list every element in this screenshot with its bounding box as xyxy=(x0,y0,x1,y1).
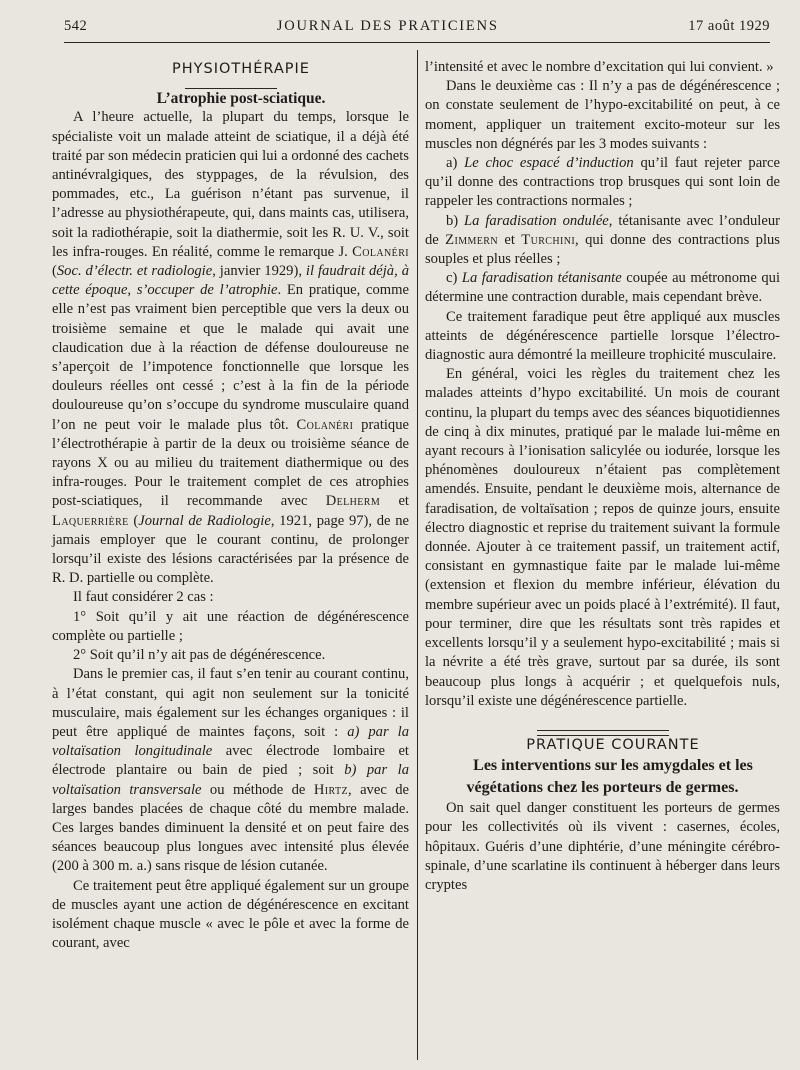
issue-date: 17 août 1929 xyxy=(688,18,770,34)
citation: Soc. d’électr. et radiologie xyxy=(56,263,213,280)
paragraph: Il faut considérer 2 cas : xyxy=(73,589,214,606)
author-name: Colanéri xyxy=(352,243,409,260)
right-column xyxy=(425,58,780,895)
paragraph: On sait quel danger constituent les porteurs de germes pour les collectivités où ils vivent : casernes, écoles, hôpitaux. Guéris d’une diphtérie, d’une méningite cérébro-spinale, d’une scarlatine ils continuent à héberger dans leurs cryptes xyxy=(425,800,780,893)
paragraph: Dans le deuxième cas : Il n’y a pas de dégénérescence ; on constate seulement de l’hypo-excitabilité on peut, à ce moment, appliquer un traitement excito-moteur sur les muscles non dégnérés par les 3 modes suivants : xyxy=(425,78,780,152)
page-number: 542 xyxy=(64,18,88,34)
paragraph-continued: l’intensité et avec le nombre d’excitation qui lui convient. » xyxy=(425,59,774,75)
author-name: Laquerrière xyxy=(52,512,129,529)
author-name: Colanéri xyxy=(296,416,354,433)
paragraph: a) Le choc espacé d’induction qu’il faut rejeter parce qu’il donne des contractions trop brusques qui sont loin de rappeler les contractions normales ; xyxy=(425,155,780,210)
paragraph: Ce traitement faradique peut être appliqué aux muscles atteints de dégénérescence partielle lorsque l’électro-diagnostic aura démontré la meilleure trophicité musculaire. xyxy=(425,308,780,364)
emphasis: Le choc espacé d’induction xyxy=(464,155,634,172)
article-title: Les interventions sur les amygdales et les végétations chez les porteurs de germes. xyxy=(466,757,753,797)
emphasis: La faradisation ondulée xyxy=(464,212,609,229)
section-title-physiotherapie: PHYSIOTHÉRAPIE xyxy=(172,61,310,77)
paragraph: Dans le premier cas, il faut s’en tenir au courant continu, à l’état constant, qui agit non seulement sur la tonicité musculaire, mais également sur les échanges organiques : il peut être appliqué de maintes façons, soit : a) par la voltaïsation longitudinale avec électrode lombaire et électrode plantaire ou bain de pied ; soit b) par la voltaïsation transversale ou méthode de Hirtz, avec de larges bandes placées de chaque côté du membre malade. Ces larges bandes diminuent la densité et on peut faire des séances beaucoup plus longues avec intensité plus élevée (200 à 300 m. a.) sans risque de lésion cutanée. xyxy=(52,666,410,875)
emphasis: il faudrait déjà, à cette époque, s’occuper de l’atrophie xyxy=(52,263,409,299)
running-header xyxy=(64,18,770,40)
section-title-pratique-courante: PRATIQUE COURANTE xyxy=(526,736,700,753)
journal-title: JOURNAL DES PRATICIENS xyxy=(276,18,499,34)
article-title: L’atrophie post-sciatique. xyxy=(156,90,326,108)
column-divider xyxy=(417,50,418,1060)
author-name: Hirtz xyxy=(313,781,348,798)
paragraph: 1° Soit qu’il y ait une réaction de dégénérescence complète ou partielle ; xyxy=(52,608,409,644)
header-rule xyxy=(64,42,770,43)
author-name: Zimmern xyxy=(445,231,498,248)
author-name: Turchini xyxy=(521,231,576,248)
emphasis: b) par la voltaïsation transversale xyxy=(52,762,409,798)
paragraph: En général, voici les règles du traitement chez les malades atteints d’hypo excitabilité. Un mois de courant continu, la plupart du temps avec des séances biquotidiennes de cinq à dix minutes, pratiqué par le malade lui-même en ayant recours à l’ionisation salicylée ou iodurée, lorsque les phénomènes douloureux n’étaient pas complètement amendés. Ensuite, pendant le deuxième mois, alternance de faradisation, de voltaïsation ; repos de quinze jours, ensuite électro diagnostic et reprise du traitement suivant la formule donnée. Ajouter à ce traitement passif, un traitement actif, consistant en gymnastique faite par le malade lui-même (extension et flexion du membre inférieur, élévation du membre supérieur avec un poids placé à l’extrémité). Il faut, pour terminer, dire que les résultats sont très rapides et excellents lorsqu’il y a seulement hypo-excitabilité ; mais si la névrite a été très grave, surtout par sa durée, ils sont beaucoup plus longs à acquérir ; et quelquefois nuls, lorsqu’il existe une dégénérescence partielle. xyxy=(425,366,780,709)
left-column xyxy=(52,60,409,953)
paragraph: A l’heure actuelle, la plupart du temps, lorsque le spécialiste voit un malade atteint de sciatique, il a déjà été traité par son médecin praticien qui lui a ordonné des cachets antinévralgiques, des styppages, de la révulsion, des pommades, etc., La guérison n’étant pas survenue, il l’adresse au physiothérapeute, qui, dans maints cas, utilisera, soit la radiothérapie, soit la diathermie, soit les R. U. V., soit les infra-rouges. En réalité, comme le remarque J. Colanéri (Soc. d’électr. et radiologie, janvier 1929), il faudrait déjà, à cette époque, s’occuper de l’atrophie. En pratique, comme elle n’est pas vraiment bien perceptible que vers la deux ou troisième semaine et que le malade qui avait une claudication due à la réaction de défense douloureuse ne s’aperçoit de l’impotence fonctionnelle que lorsque les douleurs réelles ont cessé ; c’est à la fin de la période douloureuse qu’on s’occupe du syndrome musculaire quand l’on ne peut voir le malade plus tôt. Colanéri pratique l’électrothérapie à partir de la deux ou troisième séance de rayons X ou au milieu du traitement diathermique ou des infra-rouges. Pour le traitement complet de ces atrophies post-sciatiques, il recommande avec Delherm et Laquerrière (Journal de Radiologie, 1921, page 97), de ne jamais employer que le courant continu, de prolonger lorsqu’il existe des lésions caractérisées par la présence de R. D. partielle ou complète. xyxy=(52,109,409,587)
paragraph: Ce traitement peut être appliqué également sur un groupe de muscles ayant une action de dégénérescence en excitant isolément chaque muscle « avec le pôle et avec la forme de courant, avec xyxy=(52,877,409,952)
emphasis: a) par la voltaïsation longitudinale xyxy=(52,723,409,760)
citation: Journal de Radiologie xyxy=(138,512,271,529)
paragraph: c) La faradisation tétanisante coupée au métronome qui détermine une contraction durable, mais cependant brève. xyxy=(425,270,780,306)
emphasis: La faradisation tétanisante xyxy=(461,270,622,287)
paragraph: b) La faradisation ondulée, tétanisante avec l’onduleur de Zimmern et Turchini, qui donne des contractions plus souples et plus réelles ; xyxy=(425,212,780,268)
author-name: Delherm xyxy=(325,493,381,510)
paragraph: 2° Soit qu’il n’y ait pas de dégénérescence. xyxy=(73,647,326,664)
